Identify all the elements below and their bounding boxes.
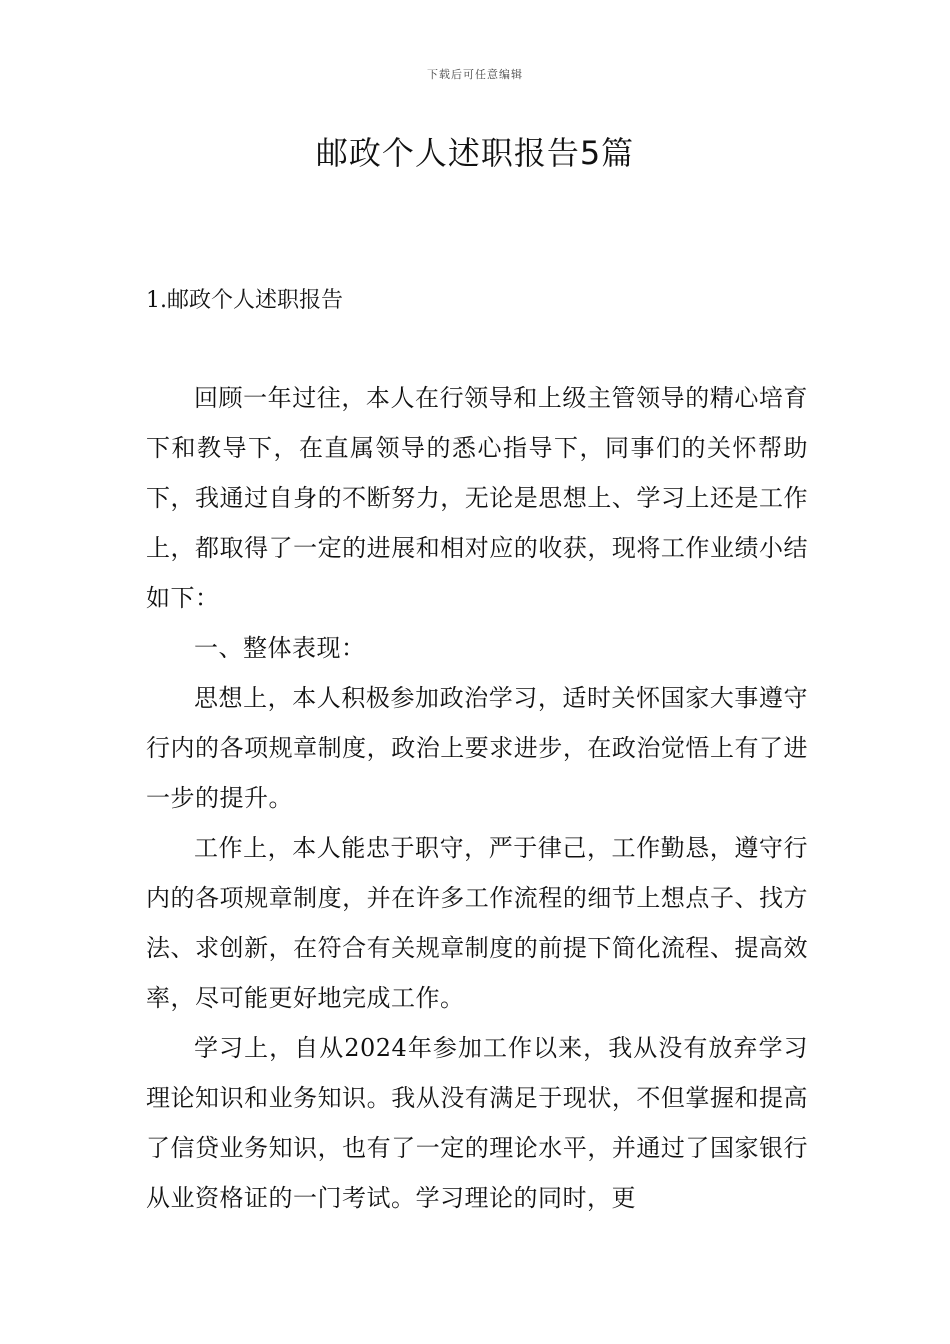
document-body [146,373,808,1223]
paragraph-intro: 回顾一年过往，本人在行领导和上级主管领导的精心培育下和教导下，在直属领导的悉心指导下，同事们的关怀帮助下，我通过自身的不断努力，无论是思想上、学习上还是工作上，都取得了一定的进展和相对应的收获，现将工作业绩小结如下： [146,384,808,612]
paragraph-work: 工作上，本人能忠于职守，严于律己，工作勤恳，遵守行内的各项规章制度，并在许多工作流程的细节上想点子、找方法、求创新，在符合有关规章制度的前提下简化流程、提高效率，尽可能更好地完成工作。 [146,834,808,1012]
header-note: 下载后可任意编辑 [427,68,523,81]
section-heading: 1.邮政个人述职报告 [146,288,343,313]
paragraph-study: 学习上，自从2024年参加工作以来，我从没有放弃学习理论知识和业务知识。我从没有满足于现状，不但掌握和提高了信贷业务知识，也有了一定的理论水平，并通过了国家银行从业资格证的一门考试。学习理论的同时，更 [146,1034,808,1212]
paragraph-thought: 思想上，本人积极参加政治学习，适时关怀国家大事遵守行内的各项规章制度，政治上要求进步，在政治觉悟上有了进一步的提升。 [146,684,808,812]
paragraph-overall-heading: 一、整体表现： [194,634,366,662]
document-title: 邮政个人述职报告5篇 [315,134,635,172]
